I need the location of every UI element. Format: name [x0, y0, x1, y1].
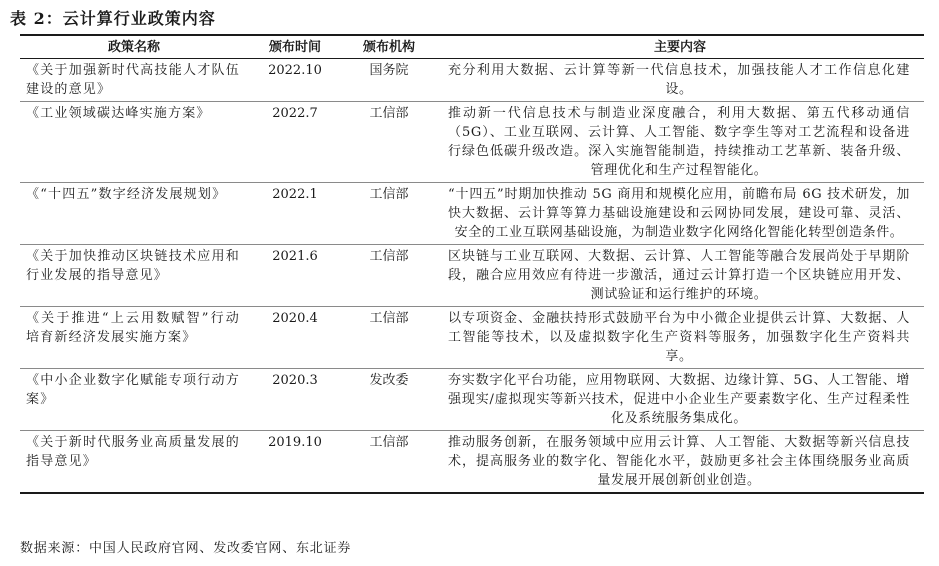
table-row	[20, 431, 924, 494]
policy-name-cell: 《“十四五”数字经济发展规划》	[20, 183, 248, 245]
main-content-cell: 区块链与工业互联网、大数据、云计算、人工智能等融合发展尚处于早期阶段，融合应用效应有待进一步激活，通过云计算打造一个区块链应用开发、测试验证和运行维护的环境。	[436, 245, 924, 307]
header-issuing-body: 颁布机构	[342, 35, 436, 59]
table-title: 表 2：云计算行业政策内容	[10, 9, 216, 28]
header-main-content: 主要内容	[436, 35, 924, 59]
table-header-row	[20, 35, 924, 59]
issue-date-cell: 2022.10	[248, 59, 342, 102]
issuing-body-cell: 发改委	[342, 369, 436, 431]
issuing-body-cell: 工信部	[342, 307, 436, 369]
issue-date-cell: 2022.7	[248, 102, 342, 183]
issuing-body-cell: 工信部	[342, 183, 436, 245]
issuing-body-cell: 工信部	[342, 431, 436, 494]
policy-name-cell: 《中小企业数字化赋能专项行动方案》	[20, 369, 248, 431]
issue-date-cell: 2022.1	[248, 183, 342, 245]
issuing-body-cell: 国务院	[342, 59, 436, 102]
issue-date-cell: 2021.6	[248, 245, 342, 307]
header-issue-date: 颁布时间	[248, 35, 342, 59]
table-row	[20, 245, 924, 307]
policy-name-cell: 《关于新时代服务业高质量发展的指导意见》	[20, 431, 248, 494]
issue-date-cell: 2019.10	[248, 431, 342, 494]
policy-name-cell: 《关于加快推动区块链技术应用和行业发展的指导意见》	[20, 245, 248, 307]
header-policy-name: 政策名称	[20, 35, 248, 59]
main-content-cell: 推动新一代信息技术与制造业深度融合，利用大数据、第五代移动通信（5G）、工业互联网、云计算、人工智能、数字孪生等对工艺流程和设备进行绿色低碳升级改造。深入实施智能制造，持续推动工艺革新、装备升级、管理优化和生产过程智能化。	[436, 102, 924, 183]
main-content-cell: 推动服务创新，在服务领域中应用云计算、人工智能、大数据等新兴信息技术，提高服务业的数字化、智能化水平，鼓励更多社会主体围绕服务业高质量发展开展创新创业创造。	[436, 431, 924, 494]
table-row	[20, 102, 924, 183]
main-content-cell: “十四五”时期加快推动 5G 商用和规模化应用，前瞻布局 6G 技术研发，加快大数据、云计算等算力基础设施建设和云网协同发展，建设可靠、灵活、安全的工业互联网基础设施，为制造业数字化网络化智能化转型创造条件。	[436, 183, 924, 245]
policy-table	[20, 34, 924, 494]
table-row	[20, 183, 924, 245]
issue-date-cell: 2020.3	[248, 369, 342, 431]
table-row	[20, 369, 924, 431]
policy-name-cell: 《关于加强新时代高技能人才队伍建设的意见》	[20, 59, 248, 102]
policy-name-cell: 《工业领域碳达峰实施方案》	[20, 102, 248, 183]
table-row	[20, 307, 924, 369]
issuing-body-cell: 工信部	[342, 245, 436, 307]
issue-date-cell: 2020.4	[248, 307, 342, 369]
main-content-cell: 以专项资金、金融扶持形式鼓励平台为中小微企业提供云计算、大数据、人工智能等技术，以及虚拟数字化生产资料等服务，加强数字化生产资料共享。	[436, 307, 924, 369]
policy-name-cell: 《关于推进“上云用数赋智”行动培育新经济发展实施方案》	[20, 307, 248, 369]
table-row	[20, 59, 924, 102]
main-content-cell: 充分利用大数据、云计算等新一代信息技术，加强技能人才工作信息化建设。	[436, 59, 924, 102]
data-source-note: 数据来源：中国人民政府官网、发改委官网、东北证券	[20, 541, 352, 556]
main-content-cell: 夯实数字化平台功能，应用物联网、大数据、边缘计算、5G、人工智能、增强现实/虚拟现实等新兴技术，促进中小企业生产要素数字化、生产过程柔性化及系统服务集成化。	[436, 369, 924, 431]
issuing-body-cell: 工信部	[342, 102, 436, 183]
